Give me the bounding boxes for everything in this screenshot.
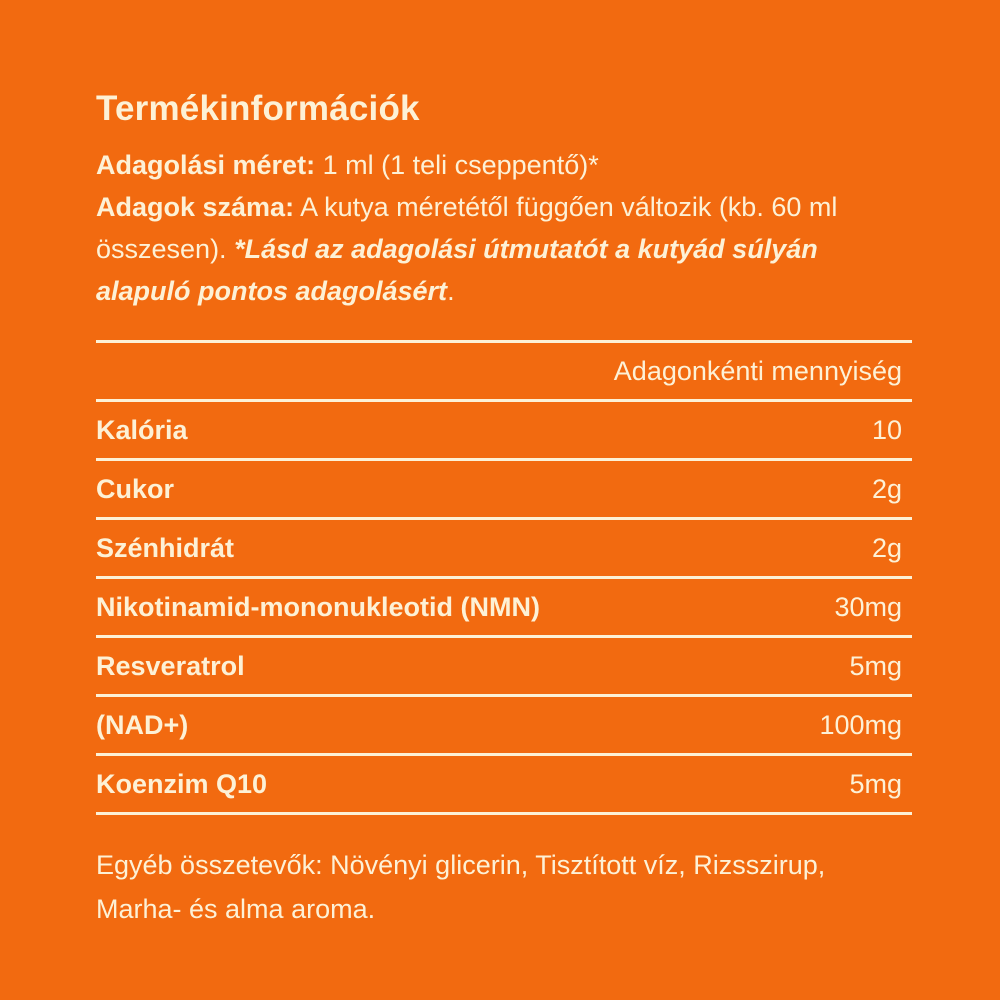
product-info-panel bbox=[96, 86, 912, 931]
ingredient-name: Kalória bbox=[96, 414, 188, 445]
ingredient-name: Resveratrol bbox=[96, 650, 245, 681]
ingredient-name: Szénhidrát bbox=[96, 532, 235, 563]
ingredient-name: Cukor bbox=[96, 473, 175, 504]
nutrition-table bbox=[96, 399, 912, 812]
other-ingredients: Egyéb összetevők: Növényi glicerin, Tisztított víz, Rizsszirup, Marha- és alma aroma. bbox=[96, 850, 826, 924]
serving-size-line bbox=[96, 144, 912, 186]
ingredient-amount: 10 bbox=[871, 414, 902, 445]
product-info-title: Termékinformációk bbox=[96, 89, 420, 128]
serving-size-label: Adagolási méret: bbox=[96, 150, 316, 180]
ingredient-name: Nikotinamid-mononukleotid (NMN) bbox=[96, 591, 540, 622]
amount-column-header: Adagonkénti mennyiség bbox=[613, 355, 902, 386]
table-row bbox=[96, 517, 912, 576]
servings-line bbox=[96, 186, 912, 312]
ingredient-amount: 5mg bbox=[849, 650, 902, 681]
dosage-note-end: . bbox=[447, 276, 455, 306]
ingredient-amount: 100mg bbox=[819, 709, 902, 740]
ingredient-amount: 2g bbox=[871, 473, 902, 504]
serving-size-value: 1 ml (1 teli cseppentő)* bbox=[322, 150, 599, 180]
table-row bbox=[96, 458, 912, 517]
table-row bbox=[96, 399, 912, 458]
servings-label: Adagok száma: bbox=[96, 192, 295, 222]
ingredient-name: Koenzim Q10 bbox=[96, 768, 268, 799]
servings-value: A kutya méretétől függően változik (kb. 60 ml összesen). bbox=[96, 192, 838, 264]
table-bottom-rule bbox=[96, 812, 912, 815]
ingredient-amount: 2g bbox=[871, 532, 902, 563]
table-row bbox=[96, 635, 912, 694]
ingredient-amount: 5mg bbox=[849, 768, 902, 799]
table-row bbox=[96, 694, 912, 753]
table-row bbox=[96, 576, 912, 635]
dosage-note: *Lásd az adagolási útmutatót a kutyád súlyán alapuló pontos adagolásért bbox=[96, 234, 818, 306]
ingredient-name: (NAD+) bbox=[96, 709, 189, 740]
table-row bbox=[96, 753, 912, 812]
ingredient-amount: 30mg bbox=[834, 591, 902, 622]
